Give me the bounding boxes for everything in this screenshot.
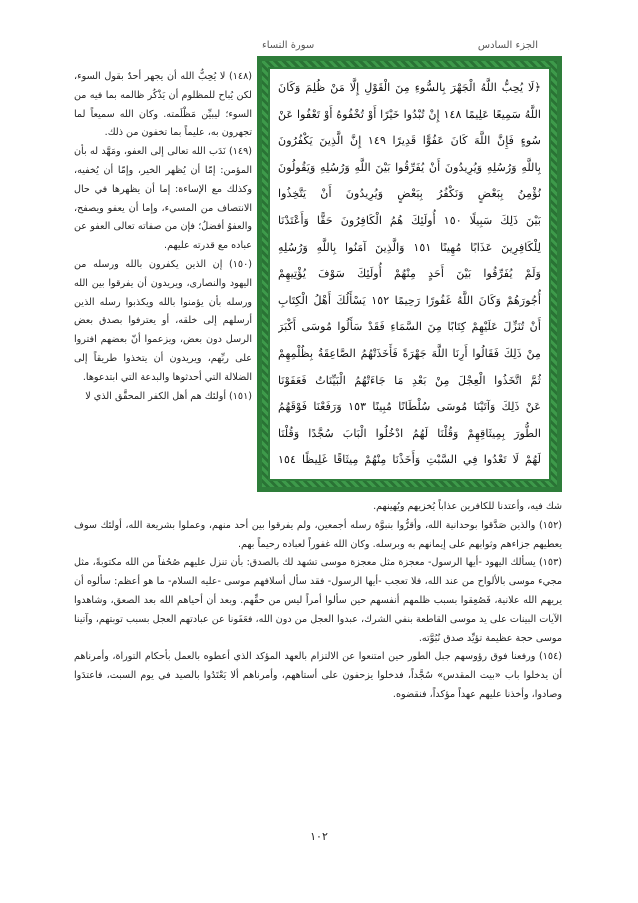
commentary-paragraph: (١٥٤) ورفعنا فوق رؤوسهم جبل الطور حين امتنعوا عن الالتزام بالعهد المؤكد الذي أعطوه بالعمل بأحكام التوراة، وأمرناهم أن يدخلوا باب «بيت المقدس» سُجَّداً، فدخلوا يزحفون على أستاههم، وأمرناهم ألا يَعْتَدُوا بالصيد في يوم السبت، فاعتدَوا وصادوا، وأخذنا عليهم عهداً مؤكداً، فنقضوه. bbox=[74, 651, 562, 700]
part-header: الجزء السادس bbox=[477, 40, 538, 51]
quran-line: بِاللَّهِ وَرُسُلِهِ وَيُرِيدُونَ أَنْ يُفَرِّقُوا بَيْنَ اللَّهِ وَرُسُلِهِ وَيَقُولُونَ bbox=[278, 160, 541, 174]
quran-line: مِنْ ذَلِكَ فَقَالُوا أَرِنَا اللَّهَ جَهْرَةً فَأَخَذَتْهُمُ الصَّاعِقَةُ بِظُلْمِهِمْ bbox=[278, 346, 541, 360]
surah-header: سورة النساء bbox=[262, 40, 315, 51]
bottom-commentary bbox=[74, 498, 562, 705]
quran-frame bbox=[257, 56, 562, 492]
quran-line: أَنْ تُنَزِّلَ عَلَيْهِمْ كِتَابًا مِنَ السَّمَاءِ فَقَدْ سَأَلُوا مُوسَى أَكْبَرَ bbox=[278, 320, 541, 334]
commentary-paragraph: (١٥١) أولئك هم أهل الكفر المحقَّق الذي لا bbox=[85, 390, 252, 402]
quran-line: نُؤْمِنُ بِبَعْضٍ وَنَكْفُرُ بِبَعْضٍ وَيُرِيدُونَ أَنْ يَتَّخِذُوا bbox=[278, 187, 541, 201]
quran-line: لَهُمْ لَا تَعْدُوا فِي السَّبْتِ وَأَخَذْنَا مِنْهُمْ مِيثَاقًا غَلِيظًا ١٥٤ bbox=[278, 453, 541, 467]
quran-line: لِلْكَافِرِينَ عَذَابًا مُهِينًا ١٥١ وَالَّذِينَ آمَنُوا بِاللَّهِ وَرُسُلِهِ bbox=[278, 240, 541, 254]
quran-frame-border bbox=[262, 61, 557, 487]
side-commentary bbox=[74, 68, 252, 406]
quran-line: عَنْ ذَلِكَ وَآتَيْنَا مُوسَى سُلْطَانًا مُبِينًا ١٥٣ وَرَفَعْنَا فَوْقَهُمُ bbox=[278, 400, 541, 414]
commentary-paragraph: (١٥٣) يسألك اليهود -أيها الرسول- معجزة مثل معجزة موسى تشهد لك بالصدق: بأن تنزل عليهم صُحُفاً من الله مكتوبةً، مثل مجيء موسى بالألواح من عند الله، فلا تعجب -أيها الرسول- فقد سأل أسلافهم موسى -عليه السلام- ما هو أعظم: سألوه أن يريهم الله علانية، فَصُعِقوا بسبب ظلمهم أنفسهم حين سألوا أمراً ليس من حقِّهم. وبعد أن أحياهم الله بعد الصعق، وشاهدوا الآيات البينات على يد موسى القاطعة بنفي الشرك، عبدوا العجل من دون الله، فعَفَونا عن عبادتهم العجل بسبب توبتهم، وآتينا موسى حجة عظيمة تؤيِّد صدق نُبُوَّته. bbox=[74, 557, 562, 644]
commentary-paragraph: (١٤٨) لا يُحِبُّ الله أن يجهر أحدٌ بقول السوء، لكن يُباح للمظلوم أن يَذْكُر ظالمه بما فيه من السوء؛ ليبيِّن مَظْلَمته. وكان الله سميعاً لما تجهرون به، عليماً بما تخفون من ذلك. bbox=[74, 71, 252, 139]
quran-line: أُجُورَهُمْ وَكَانَ اللَّهُ غَفُورًا رَحِيمًا ١٥٢ يَسْأَلُكَ أَهْلُ الْكِتَابِ bbox=[278, 293, 541, 307]
quran-line: ثُمَّ اتَّخَذُوا الْعِجْلَ مِنْ بَعْدِ مَا جَاءَتْهُمُ الْبَيِّنَاتُ فَعَفَوْنَا bbox=[278, 373, 541, 387]
quran-line: سُوءٍ فَإِنَّ اللَّهَ كَانَ عَفُوًّا قَدِيرًا ١٤٩ إِنَّ الَّذِينَ يَكْفُرُونَ bbox=[278, 134, 541, 148]
commentary-paragraph: (١٥٠) إن الذين يكفرون بالله ورسله من اليهود والنصارى، ويريدون أن يفرقوا بين الله ورسله بأن يؤمنوا بالله ويكذبوا رسله الذين أرسلهم إلى خلقه، أو يعترفوا بصدق بعض الرسل دون بعض، ويزعموا أنّ بعضهم افتروا على ربِّهم، ويريدون أن يتخذوا طريقاً إلى الضلالة التي أحدثوها والبدعة التي ابتدعوها. bbox=[74, 258, 252, 383]
commentary-paragraph: شك فيه، وأعتدنا للكافرين عذاباً يُخزيهم ويُهينهم. bbox=[373, 501, 562, 512]
quran-line: بَيْنَ ذَلِكَ سَبِيلًا ١٥٠ أُولَئِكَ هُمُ الْكَافِرُونَ حَقًّا وَأَعْتَدْنَا bbox=[278, 213, 541, 227]
quran-text-box bbox=[268, 67, 551, 481]
quran-line: اللَّهُ سَمِيعًا عَلِيمًا ١٤٨ إِنْ تُبْدُوا خَيْرًا أَوْ تُخْفُوهُ أَوْ تَعْفُوا عَنْ bbox=[278, 107, 541, 121]
page-number: ١٠٢ bbox=[310, 830, 328, 843]
commentary-paragraph: (١٥٢) والذين صَدَّقوا بوحدانية الله، وأقرُّوا بنبوَّة رسله أجمعين، ولم يفرقوا بين أحد منهم، وعملوا بشريعة الله، أولئك سوف يعطيهم جزاءهم وثوابهم على إيمانهم به وبرسله. وكان الله غفوراً لعباده رحيماً بهم. bbox=[74, 519, 562, 550]
quran-line: ﴿لَا يُحِبُّ اللَّهُ الْجَهْرَ بِالسُّوءِ مِنَ الْقَوْلِ إِلَّا مَنْ ظُلِمَ وَكَانَ bbox=[278, 81, 541, 94]
quran-line: وَلَمْ يُفَرِّقُوا بَيْنَ أَحَدٍ مِنْهُمْ أُولَئِكَ سَوْفَ يُؤْتِيهِمْ bbox=[278, 267, 541, 281]
commentary-paragraph: (١٤٩) نَدَب الله تعالى إلى العفو، ومَهَّد له بأن المؤمن: إمّا أن يُظهر الخير، وإمّا أن يُخفيه، وكذلك مع الإساءة: إما أن يظهرها في حال الانتصاف من المسيء، وإما أن يعفو ويصفح، والعفوُ أفضلُ؛ فإن من صفاته تعالى العفو عن عباده مع قدرته عليهم. bbox=[74, 146, 252, 252]
quran-line: الطُّورَ بِمِيثَاقِهِمْ وَقُلْنَا لَهُمُ ادْخُلُوا الْبَابَ سُجَّدًا وَقُلْنَا bbox=[278, 426, 541, 440]
